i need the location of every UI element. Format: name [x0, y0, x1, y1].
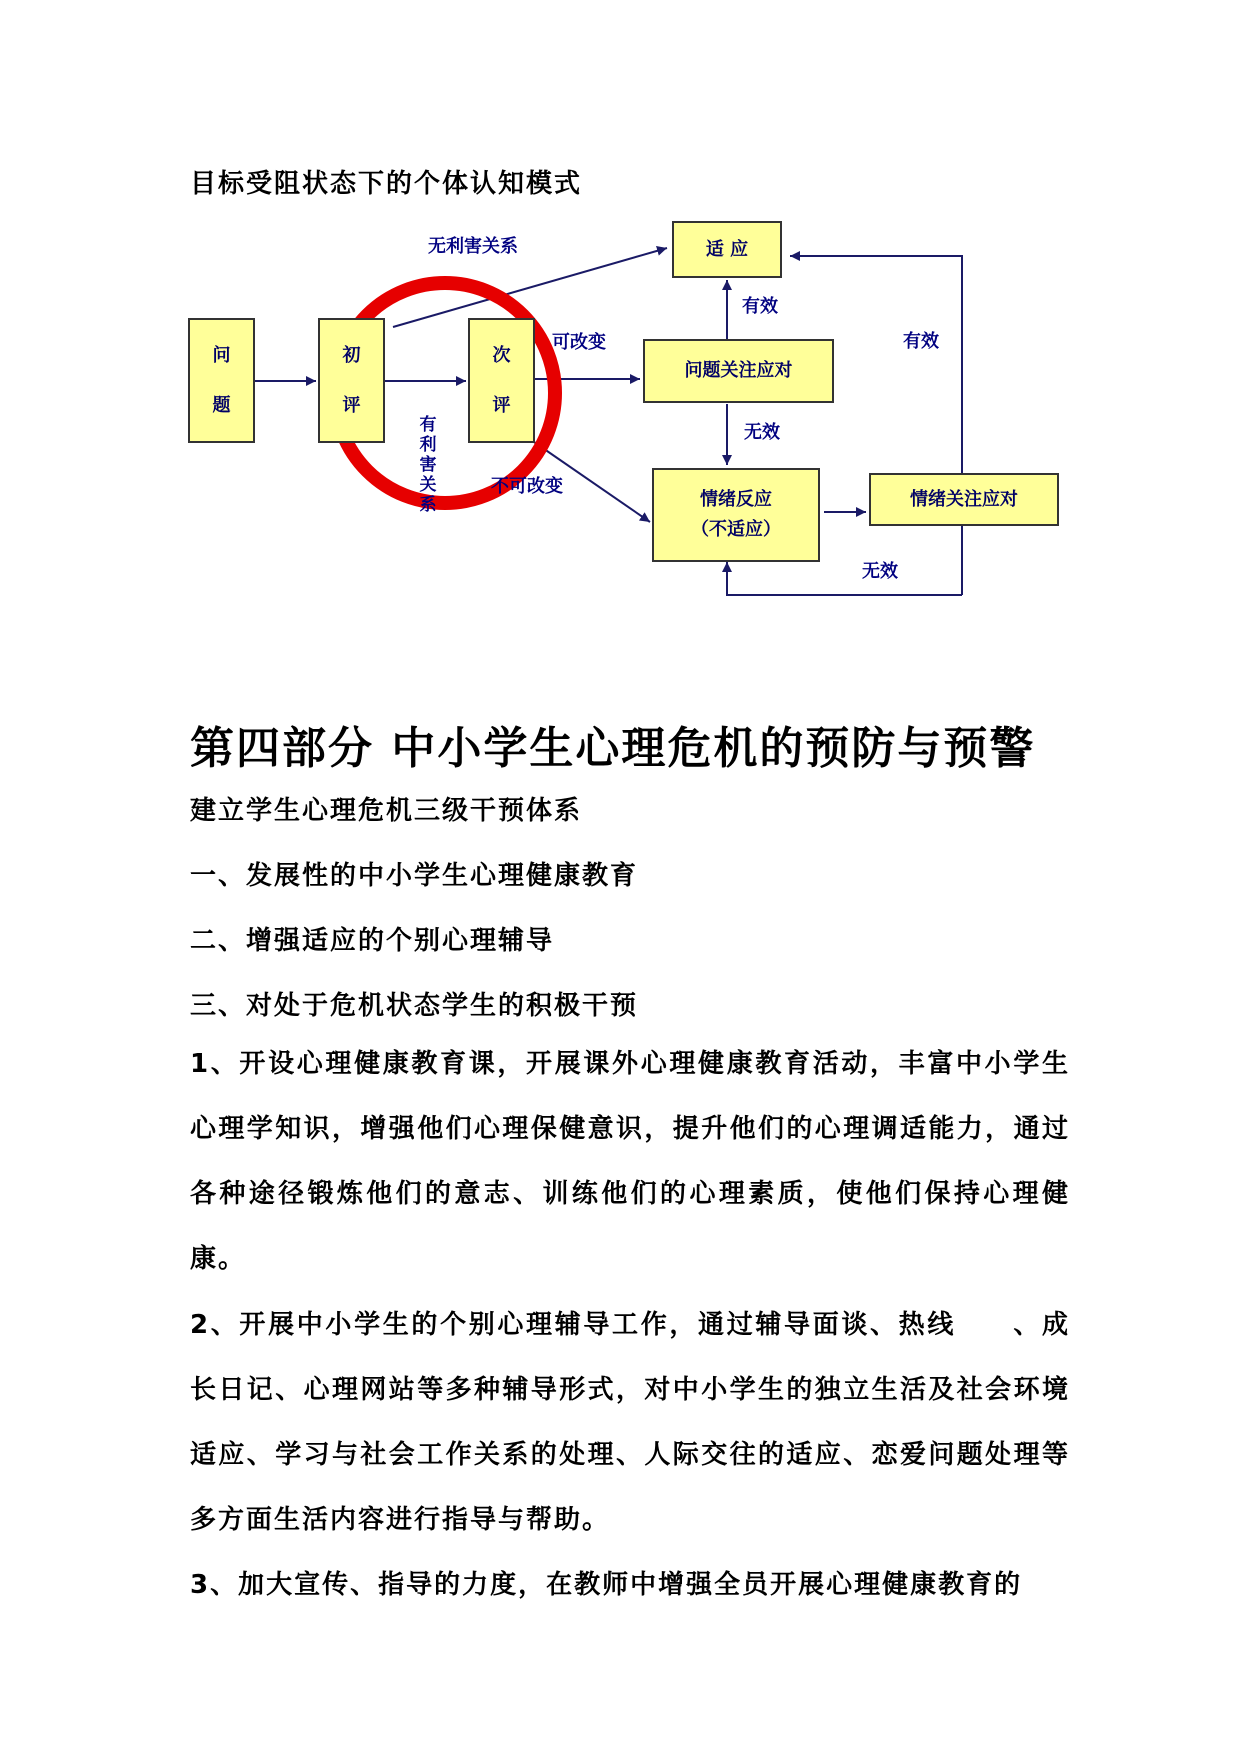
level-item-2: 二、增强适应的个别心理辅导 [190, 926, 555, 956]
node-primary-appraisal [318, 318, 385, 443]
label-effective-1: 有效 [742, 296, 778, 317]
node-emotion-coping [869, 473, 1059, 526]
label-relevant: 有利害关系 [419, 415, 437, 515]
node-adapt [672, 221, 782, 278]
node-problem [188, 318, 255, 443]
paragraph-3: 3、加大宣传、指导的力度，在教师中增强全员开展心理健康教育的 [190, 1570, 1023, 1600]
node-secondary-char-2: 评 [492, 394, 511, 416]
level-item-1: 一、发展性的中小学生心理健康教育 [190, 861, 639, 891]
node-primary-char-1: 初 [342, 344, 361, 366]
node-problem-char-1: 问 [212, 344, 231, 366]
paragraph-2: 2、开展中小学生的个别心理辅导工作，通过辅导面谈、热线 、成长日记、心理网站等多种辅导形式，对中小学生的独立生活及社会环境适应、学习与社会工作关系的处理、人际交往的适应、恋爱问题处理等多方面生活内容进行指导与帮助。 [190, 1310, 1070, 1535]
label-irrelevant: 无利害关系 [428, 236, 518, 257]
label-changeable: 可改变 [552, 332, 606, 353]
node-emotion-reaction-line-2: （不适应） [691, 519, 781, 540]
node-primary-char-2: 评 [342, 394, 361, 416]
paragraph-1: 1、开设心理健康教育课，开展课外心理健康教育活动，丰富中小学生心理学知识，增强他们心理保健意识，提升他们的心理调适能力，通过各种途径锻炼他们的意志、训练他们的心理素质，使他们保持心理健康。 [190, 1049, 1070, 1274]
diagram-title: 目标受阻状态下的个体认知模式 [190, 169, 583, 199]
arrow-emotion-coping-to-emotion [727, 562, 962, 595]
level-item-3: 三、对处于危机状态学生的积极干预 [190, 991, 639, 1021]
label-ineffective-1: 无效 [744, 422, 780, 443]
node-emotion-coping-label: 情绪关注应对 [910, 488, 1018, 510]
node-problem-coping-label: 问题关注应对 [684, 360, 793, 381]
section-subtitle: 建立学生心理危机三级干预体系 [190, 796, 583, 826]
node-problem-char-2: 题 [212, 394, 231, 416]
section-heading: 第四部分 中小学生心理危机的预防与预警 [190, 723, 1036, 774]
node-emotion-reaction-line-1: 情绪反应 [700, 489, 772, 510]
label-ineffective-2: 无效 [862, 561, 898, 582]
node-adapt-label: 适 应 [705, 238, 749, 260]
cognitive-model-diagram [0, 0, 1241, 640]
node-secondary-appraisal [468, 318, 535, 443]
node-emotion-reaction [652, 468, 820, 562]
label-unchangeable: 不可改变 [491, 476, 563, 497]
node-problem-coping [643, 339, 834, 403]
label-effective-2: 有效 [903, 331, 939, 352]
node-secondary-char-1: 次 [492, 344, 511, 366]
